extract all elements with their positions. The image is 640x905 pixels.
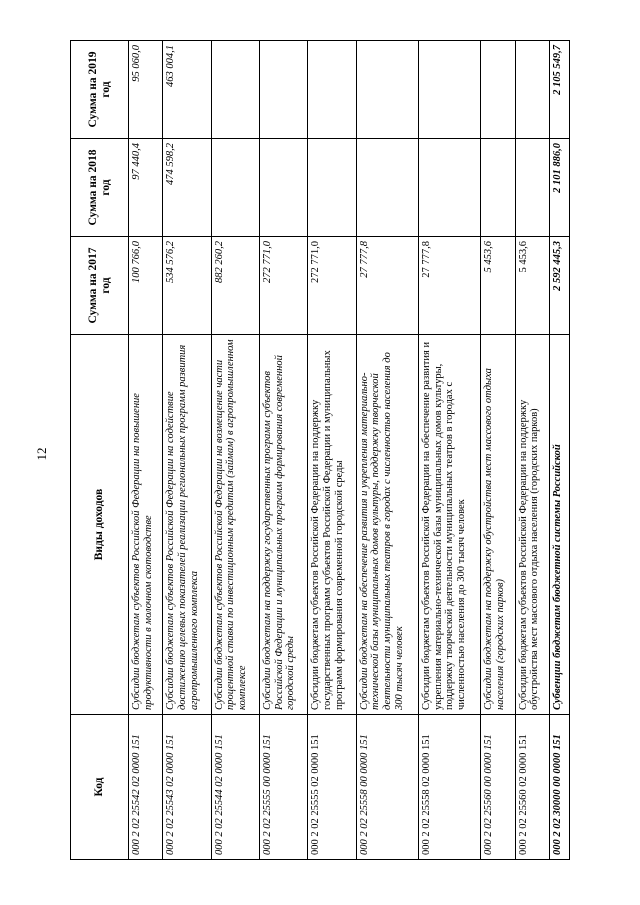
row-sum-2017: 100 766,0 <box>129 237 163 335</box>
table-row <box>129 41 163 860</box>
row-sum-2017: 882 260,2 <box>211 237 259 335</box>
row-sum-2019 <box>211 41 259 139</box>
row-sum-2019 <box>481 41 515 139</box>
row-description: Субсидии бюджетам субъектов Российской Федерации на обеспечение развития и укрепления материально-технической базы муниципальных домов культуры, поддержку творческой деятельности муниципальных театров в городах с численностью населения до 300 тысяч человек <box>418 335 480 715</box>
row-sum-2019 <box>418 41 480 139</box>
row-sum-2018: 97 440,4 <box>129 139 163 237</box>
row-sum-2018: 474 598,2 <box>163 139 211 237</box>
row-sum-2017: 534 576,2 <box>163 237 211 335</box>
row-code: 000 2 02 25558 00 0000 151 <box>356 715 418 860</box>
row-sum-2018 <box>418 139 480 237</box>
row-sum-2019: 95 060,0 <box>129 41 163 139</box>
table-row <box>418 41 480 860</box>
header-code: Код <box>71 715 129 860</box>
rotated-table-container <box>70 40 570 860</box>
row-code: 000 2 02 30000 00 0000 151 <box>549 715 569 860</box>
row-sum-2019 <box>259 41 307 139</box>
row-sum-2019 <box>515 41 549 139</box>
header-sum-2019: Сумма на 2019 год <box>71 41 129 139</box>
row-sum-2019: 2 105 549,7 <box>549 41 569 139</box>
row-sum-2018 <box>211 139 259 237</box>
row-description: Субсидии бюджетам субъектов Российской Федерации на возмещение части процентной ставки по инвестиционным кредитам (займам) в агропромышленном комплексе <box>211 335 259 715</box>
row-sum-2017: 5 453,6 <box>515 237 549 335</box>
table-row <box>356 41 418 860</box>
row-description: Субсидии бюджетам на поддержку государственных программ субъектов Российской Федерации и муниципальных программ формирования современной городской среды <box>259 335 307 715</box>
row-description: Субсидии бюджетам на поддержку обустройства мест массового отдыха населения (городских парков) <box>481 335 515 715</box>
row-sum-2018 <box>481 139 515 237</box>
row-code: 000 2 02 25542 02 0000 151 <box>129 715 163 860</box>
row-description: Субсидии бюджетам субъектов Российской Федерации на повышение продуктивности в молочном скотоводстве <box>129 335 163 715</box>
row-sum-2019 <box>356 41 418 139</box>
row-description: Субсидии бюджетам субъектов Российской Федерации на поддержку обустройства мест массового отдыха населения (городских парков) <box>515 335 549 715</box>
row-code: 000 2 02 25558 02 0000 151 <box>418 715 480 860</box>
row-sum-2019: 463 004,1 <box>163 41 211 139</box>
row-description: Субвенции бюджетам бюджетной системы Российской <box>549 335 569 715</box>
table-row <box>259 41 307 860</box>
header-description: Виды доходов <box>71 335 129 715</box>
row-code: 000 2 02 25543 02 0000 151 <box>163 715 211 860</box>
table-row <box>308 41 356 860</box>
row-code: 000 2 02 25555 02 0000 151 <box>308 715 356 860</box>
table-row-total <box>549 41 569 860</box>
row-sum-2018 <box>259 139 307 237</box>
row-sum-2018: 2 101 886,0 <box>549 139 569 237</box>
table-row <box>515 41 549 860</box>
table-header-row <box>71 41 129 860</box>
page-number: 12 <box>34 447 49 461</box>
header-sum-2018: Сумма на 2018 год <box>71 139 129 237</box>
row-code: 000 2 02 25560 02 0000 151 <box>515 715 549 860</box>
row-sum-2018 <box>308 139 356 237</box>
row-sum-2017: 27 777,8 <box>418 237 480 335</box>
row-sum-2019 <box>308 41 356 139</box>
table-row <box>481 41 515 860</box>
row-sum-2018 <box>515 139 549 237</box>
table-row <box>211 41 259 860</box>
budget-revenue-table <box>70 40 570 860</box>
row-sum-2017: 272 771,0 <box>259 237 307 335</box>
row-sum-2018 <box>356 139 418 237</box>
row-sum-2017: 2 592 445,3 <box>549 237 569 335</box>
row-sum-2017: 272 771,0 <box>308 237 356 335</box>
row-description: Субсидии бюджетам субъектов Российской Федерации на поддержку государственных программ субъектов Российской Федерации и муниципальных программ формирования современной городской среды <box>308 335 356 715</box>
row-description: Субсидии бюджетам субъектов Российской Федерации на содействие достижению целевых показателей реализации региональных программ развития агропромышленного комплекса <box>163 335 211 715</box>
row-code: 000 2 02 25544 02 0000 151 <box>211 715 259 860</box>
table-row <box>163 41 211 860</box>
row-sum-2017: 5 453,6 <box>481 237 515 335</box>
header-sum-2017: Сумма на 2017 год <box>71 237 129 335</box>
row-sum-2017: 27 777,8 <box>356 237 418 335</box>
row-code: 000 2 02 25555 00 0000 151 <box>259 715 307 860</box>
row-description: Субсидии бюджетам на обеспечение развития и укрепления материально-технической базы муниципальных домов культуры, поддержку творческой деятельности муниципальных театров в городах с численностью населения до 300 тысяч человек <box>356 335 418 715</box>
row-code: 000 2 02 25560 00 0000 151 <box>481 715 515 860</box>
